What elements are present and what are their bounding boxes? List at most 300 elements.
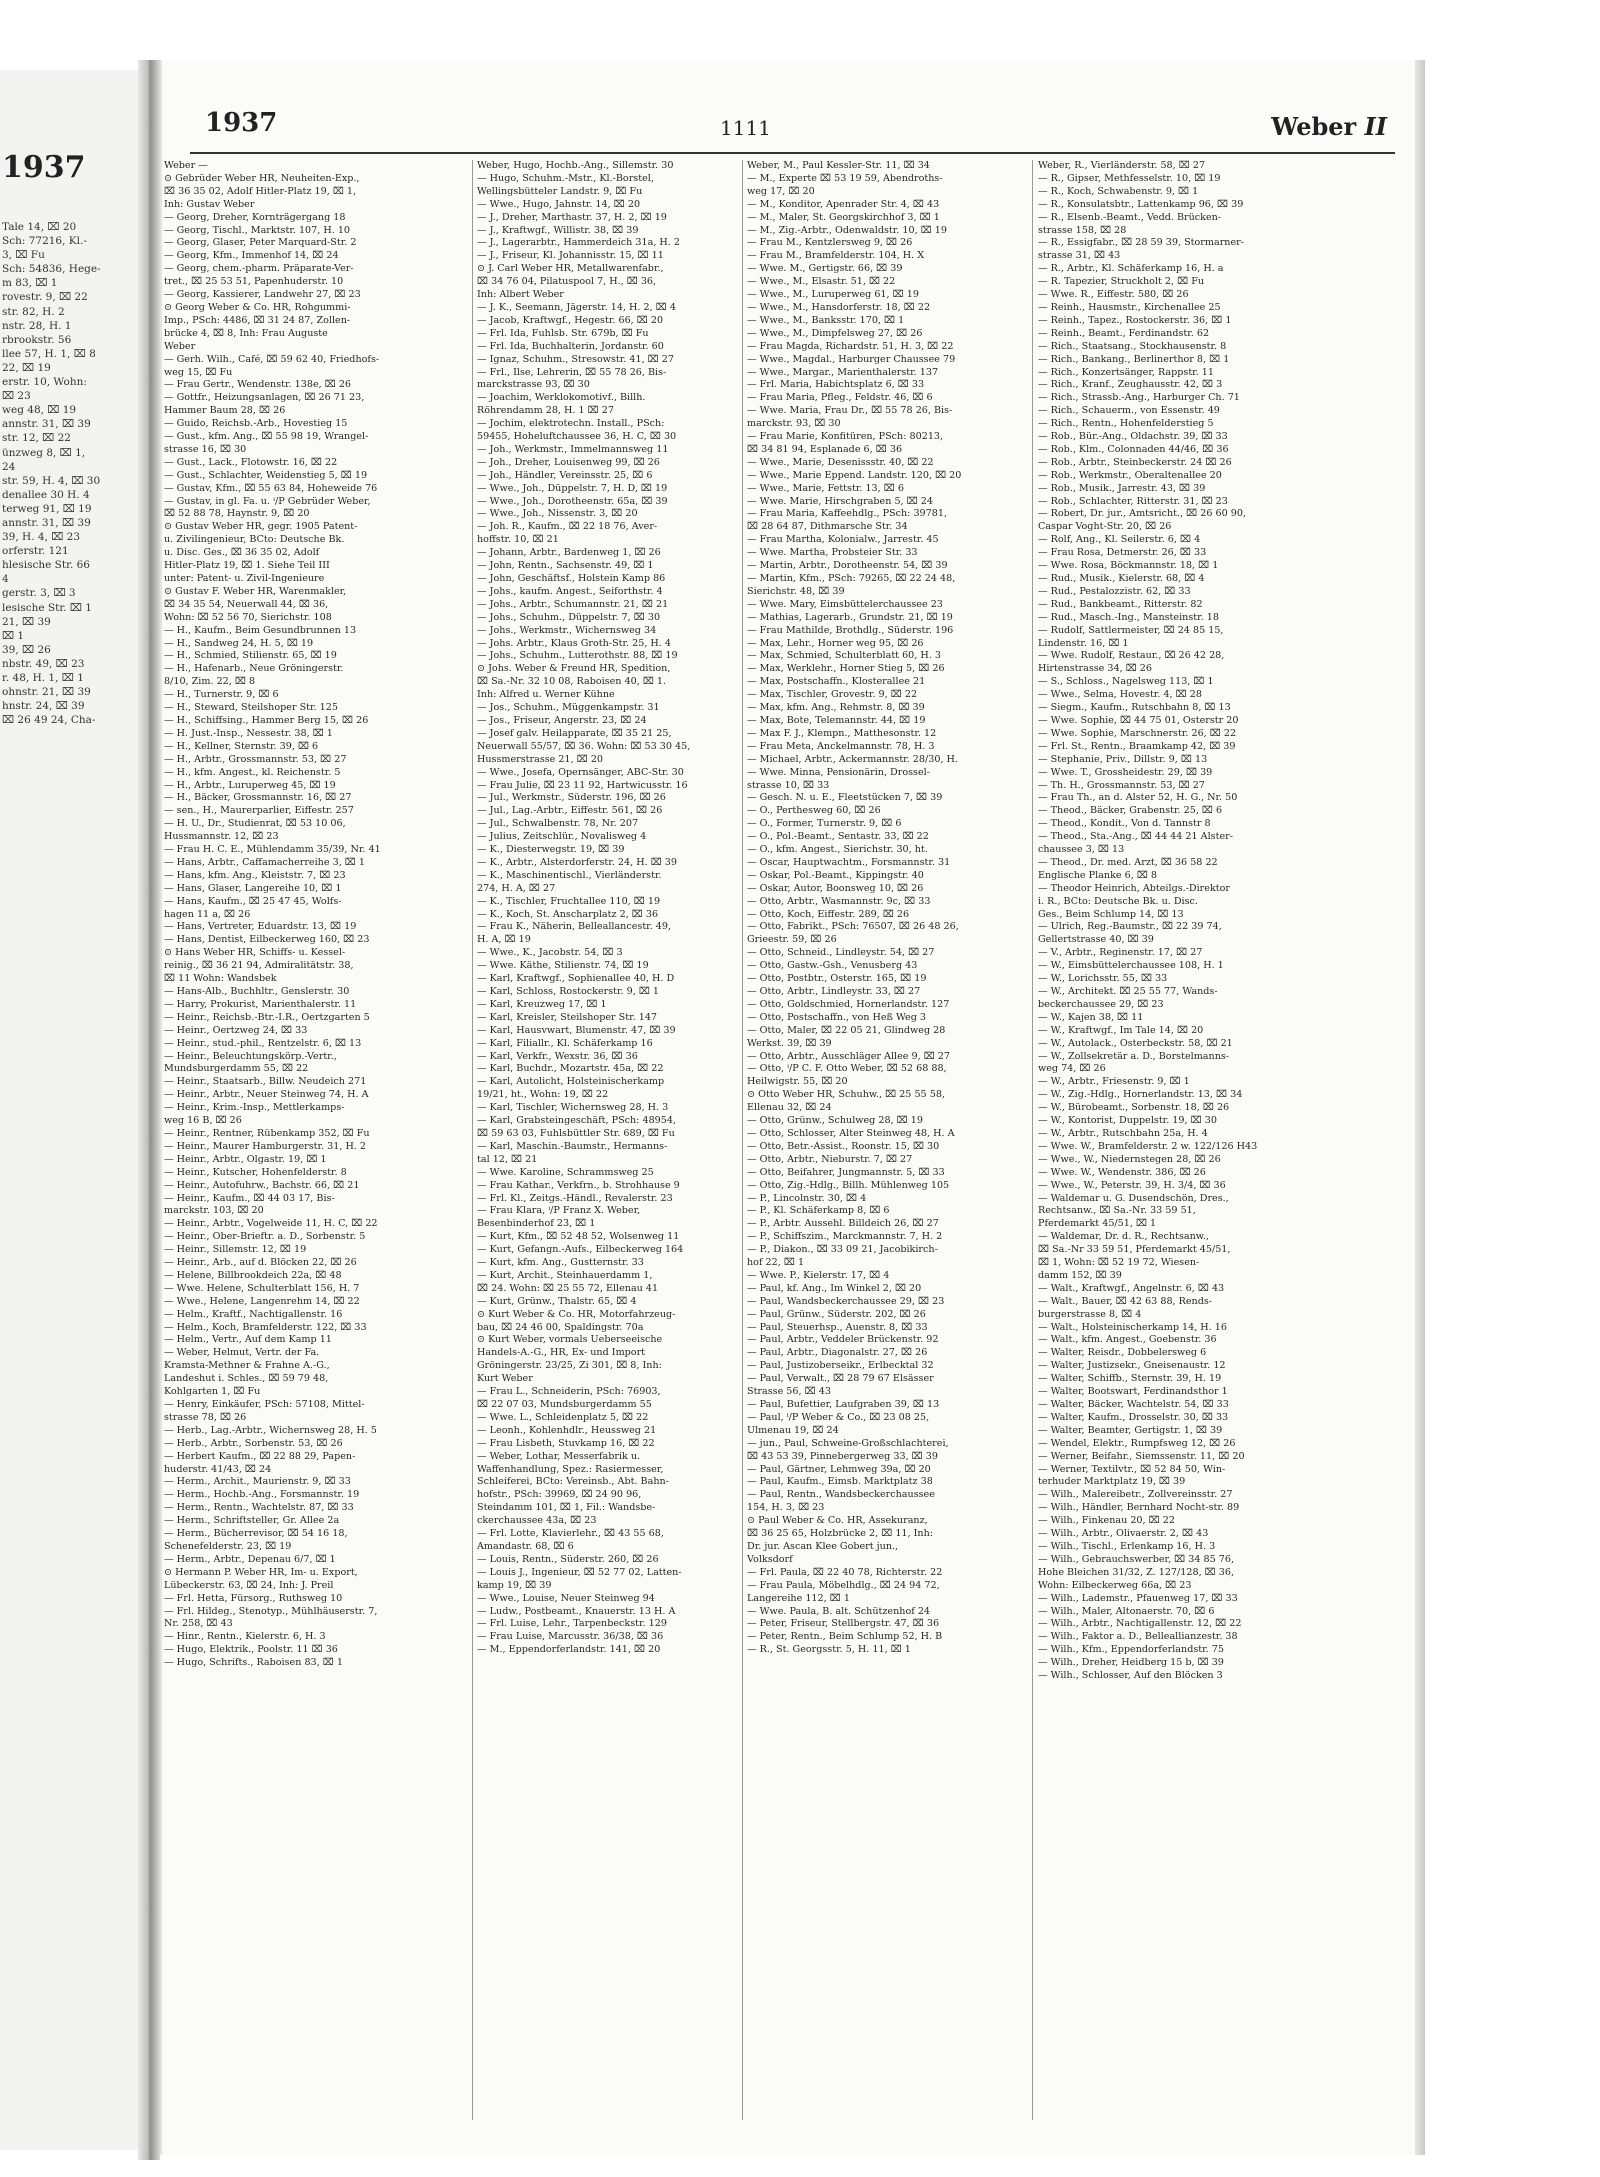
directory-entry-line: — Heinr., Rentner, Rübenkamp 352, ⌧ Fu [164, 1127, 370, 1139]
directory-entry-line: — Otto, Gastw.-Gsh., Venusberg 43 [747, 960, 918, 972]
directory-entry-line: Werkst. 39, ⌧ 39 [747, 1037, 832, 1049]
directory-entry-line: — R., Konsulatsbtr., Lattenkamp 96, ⌧ 39 [1038, 198, 1244, 210]
directory-entry-line: — Kurt, Grünw., Thalstr. 65, ⌧ 4 [477, 1295, 637, 1307]
directory-entry-line: — Wilh., Finkenau 20, ⌧ 22 [1038, 1515, 1175, 1527]
directory-entry-line: — M., Experte ⌧ 53 19 59, Abendroths- [747, 172, 943, 184]
left-page-line: 22, ⌧ 19 [2, 361, 51, 374]
directory-entry-line: — Peter, Friseur, Stellbergstr. 47, ⌧ 36 [747, 1618, 940, 1630]
directory-entry-line: — Th. H., Grossmannstr. 53, ⌧ 27 [1038, 779, 1205, 791]
directory-entry-line: — Frau Th., an d. Alster 52, H. G., Nr. 50 [1038, 792, 1238, 804]
directory-entry-line: — Frau Rosa, Detmerstr. 26, ⌧ 33 [1038, 547, 1207, 559]
directory-entry-line: — O., Pol.-Beamt., Sentastr. 33, ⌧ 22 [747, 831, 929, 843]
directory-entry-line: — Rich., Strassb.-Ang., Harburger Ch. 71 [1038, 392, 1240, 404]
directory-entry-line: — P., Kl. Schäferkamp 8, ⌧ 6 [747, 1205, 890, 1217]
directory-entry-line: — Reinh., Hausmstr., Kirchenallee 25 [1038, 301, 1221, 313]
directory-entry-line: — Paul, kf. Ang., Im Winkel 2, ⌧ 20 [747, 1282, 922, 1294]
directory-entry-line: — Paul, Gärtner, Lehmweg 39a, ⌧ 20 [747, 1463, 931, 1475]
directory-entry-line: — Paul, Kaufm., Eimsb. Marktplatz 38 [747, 1476, 933, 1488]
directory-entry-line: — Rudolf, Sattlermeister, ⌧ 24 85 15, [1038, 624, 1224, 636]
directory-entry-line: — Wwe. Rudolf, Restaur., ⌧ 26 42 28, [1038, 650, 1225, 662]
directory-entry-line: ⊙ Otto Weber HR, Schuhw., ⌧ 25 55 58, [747, 1089, 945, 1101]
directory-entry-line: Landeshut i. Schles., ⌧ 59 79 48, [164, 1373, 329, 1385]
directory-entry-line: Schleiferei, BCto: Vereinsb., Abt. Bahn- [477, 1476, 669, 1488]
left-page-fragment [0, 70, 150, 2150]
directory-entry-line: — Karl, Tischler, Wichernsweg 28, H. 3 [477, 1102, 669, 1114]
directory-column-1 [164, 160, 426, 1670]
directory-entry-line: Hitler-Platz 19, ⌧ 1. Siehe Teil III [164, 560, 330, 572]
directory-entry-line: — Gottfr., Heizungsanlagen, ⌧ 26 71 23, [164, 392, 365, 404]
directory-entry-line: — Robert, Dr. jur., Amtsricht., ⌧ 26 60 90, [1038, 508, 1247, 520]
directory-entry-line: — Leonh., Kohlenhdlr., Heussweg 21 [477, 1424, 657, 1436]
directory-entry-line: — Otto, Schneid., Lindleystr. 54, ⌧ 27 [747, 947, 935, 959]
directory-entry-line: Hussmerstrasse 21, ⌧ 20 [477, 753, 604, 765]
left-page-line: hnstr. 24, ⌧ 39 [2, 700, 85, 713]
left-page-line: ⌧ 26 49 24, Cha- [2, 714, 96, 727]
directory-entry-line: — Paul, Verwalt., ⌧ 28 79 67 Elsässer [747, 1373, 934, 1385]
directory-entry-line: — Walt., Holsteinischerkamp 14, H. 16 [1038, 1321, 1227, 1333]
left-page-line: r. 48, H. 1, ⌧ 1 [2, 672, 84, 684]
directory-entry-line: — Karl, Filiallr., Kl. Schäferkamp 16 [477, 1037, 653, 1049]
page-1111 [160, 60, 1415, 2155]
directory-entry-line: — Herb., Arbtr., Sorbenstr. 53, ⌧ 26 [164, 1437, 343, 1449]
directory-entry-line: — S., Schloss., Nagelsweg 113, ⌧ 1 [1038, 676, 1214, 688]
directory-entry-line: — Helm., Koch, Bramfelderstr. 122, ⌧ 33 [164, 1321, 367, 1333]
directory-entry-line: — Johs., Arbtr., Schumannstr. 21, ⌧ 21 [477, 598, 669, 610]
directory-entry-line: tal 12, ⌧ 21 [477, 1153, 538, 1165]
directory-entry-line: — Wwe., K., Jacobstr. 54, ⌧ 3 [477, 947, 623, 959]
directory-entry-line: — Joh., Werkmstr., Immelmannsweg 11 [477, 443, 669, 455]
left-page-line: Sch: 77216, Kl.- [2, 235, 87, 248]
directory-entry-line: — Frl. Lotte, Klavierlehr., ⌧ 43 55 68, [477, 1528, 664, 1540]
directory-entry-line: — Karl, Kreisler, Steilshoper Str. 147 [477, 1011, 658, 1023]
directory-entry-line: — Gust., Lack., Flotowstr. 16, ⌧ 22 [164, 456, 338, 468]
directory-entry-line: — H., Bäcker, Grossmannstr. 16, ⌧ 27 [164, 792, 352, 804]
directory-entry-line: — Walter, Beamter, Gertigstr. 1, ⌧ 39 [1038, 1424, 1223, 1436]
directory-entry-line: — Heinr., Kaufm., ⌧ 44 03 17, Bis- [164, 1192, 335, 1204]
directory-entry-line: — sen., H., Maurerparlier, Eiffestr. 257 [164, 805, 354, 817]
directory-entry-line: Inh: Gustav Weber [164, 198, 255, 210]
directory-entry-line: — Frau Lisbeth, Stuvkamp 16, ⌧ 22 [477, 1437, 655, 1449]
directory-entry-line: — Walter, Justizsekr., Gneisenaustr. 12 [1038, 1360, 1226, 1372]
directory-entry-line: — Heinr., Arbtr., Vogelweide 11, H. C, ⌧ 22 [164, 1218, 378, 1230]
directory-entry-line: — Weber, Helmut, Vertr. der Fa. [164, 1347, 320, 1359]
directory-entry-line: — Wilh., Maler, Altonaerstr. 70, ⌧ 6 [1038, 1605, 1215, 1617]
directory-entry-line: — Paul, Bufettier, Laufgraben 39, ⌧ 13 [747, 1399, 940, 1410]
directory-entry-line: — Rud., Masch.-Ing., Mansteinstr. 18 [1038, 611, 1219, 623]
directory-entry-line: ⊙ Hermann P. Weber HR, Im- u. Export, [164, 1566, 358, 1578]
directory-entry-line: — Rich., Rentn., Hohenfelderstieg 5 [1038, 418, 1214, 430]
directory-entry-line: — Frl. Paula, ⌧ 22 40 78, Richterstr. 22 [747, 1566, 943, 1578]
directory-entry-line: — Wwe., Marie Eppend. Landstr. 120, ⌧ 20 [747, 469, 962, 481]
directory-entry-line: terhuder Marktplatz 19, ⌧ 39 [1038, 1476, 1186, 1488]
directory-entry-line: — Frl. Hildeg., Stenotyp., Mühlhäuserstr. 7, [164, 1605, 378, 1617]
directory-entry-line: Weber — [164, 160, 208, 171]
directory-entry-line: ⌧ 36 35 02, Adolf Hitler-Platz 19, ⌧ 1, [164, 185, 357, 197]
left-page-entries [2, 220, 147, 727]
directory-entry-line: — Waldemar, Dr. d. R., Rechtsanw., [1038, 1231, 1209, 1243]
directory-entry-line: strasse 78, ⌧ 26 [164, 1411, 247, 1423]
left-page-line: ohnstr. 21, ⌧ 39 [2, 686, 91, 699]
directory-entry-line: — Rich., Kranf., Zeughausstr. 42, ⌧ 3 [1038, 379, 1223, 391]
directory-entry-line: — H., Schmied, Stilienstr. 65, ⌧ 19 [164, 650, 337, 662]
directory-entry-line: — H., Steward, Steilshoper Str. 125 [164, 702, 338, 714]
directory-entry-line: — Heinr., Reichsb.-Btr.-I.R., Oertzgarten 5 [164, 1011, 370, 1023]
directory-entry-line: Lindenstr. 16, ⌧ 1 [1038, 637, 1129, 649]
directory-entry-line: ⌧ 34 35 54, Neuerwall 44, ⌧ 36, [164, 598, 329, 610]
left-page-line: Sch: 54836, Hege- [2, 263, 101, 276]
directory-entry-line: — P., Schiffszim., Marckmannstr. 7, H. 2 [747, 1231, 943, 1243]
directory-entry-line: — Georg, Dreher, Kornträgergang 18 [164, 211, 346, 223]
directory-entry-line: — Wwe. Mary, Eimsbüttelerchaussee 23 [747, 598, 943, 610]
directory-entry-line: — Paul, Steuerhsp., Auenstr. 8, ⌧ 33 [747, 1321, 928, 1333]
directory-entry-line: — W., Zollsekretär a. D., Borstelmanns- [1038, 1050, 1230, 1062]
directory-entry-line: — Wilh., Arbtr., Olivaerstr. 2, ⌧ 43 [1038, 1528, 1209, 1540]
directory-entry-line: weg 15, ⌧ Fu [164, 366, 233, 378]
directory-entry-line: — Walter, Schiffb., Sternstr. 39, H. 19 [1038, 1373, 1222, 1385]
directory-entry-line: — Wwe., Selma, Hovestr. 4, ⌧ 28 [1038, 689, 1202, 701]
directory-entry-line: — Georg, chem.-pharm. Präparate-Ver- [164, 263, 354, 275]
directory-entry-line: — Hans, Arbtr., Caffamacherreihe 3, ⌧ 1 [164, 856, 365, 868]
directory-entry-line: — Gesch. N. u. E., Fleetstücken 7, ⌧ 39 [747, 792, 943, 804]
directory-entry-line: Weber [164, 340, 196, 352]
directory-entry-line: — Otto, Fabrikt., PSch: 76507, ⌧ 26 48 26, [747, 921, 959, 933]
directory-entry-line: — Rich., Schauerm., von Essenstr. 49 [1038, 405, 1220, 417]
directory-entry-line: — Wilh., Dreher, Heidberg 15 b, ⌧ 39 [1038, 1657, 1224, 1669]
directory-entry-line: — Hinr., Rentn., Kielerstr. 6, H. 3 [164, 1631, 326, 1643]
directory-entry-line: — Frau Mathilde, Brothdlg., Süderstr. 196 [747, 624, 954, 636]
left-page-line: str. 82, H. 2 [2, 305, 65, 318]
directory-entry-line: Strasse 56, ⌧ 43 [747, 1386, 831, 1398]
directory-entry-line: — Rob., Bür.-Ang., Oldachstr. 39, ⌧ 33 [1038, 431, 1228, 443]
directory-entry-line: — Wwe. Rosa, Böckmannstr. 18, ⌧ 1 [1038, 560, 1219, 572]
directory-entry-line: — W., Architekt. ⌧ 25 55 77, Wands- [1038, 986, 1218, 997]
directory-entry-line: hof 22, ⌧ 1 [747, 1257, 805, 1269]
directory-entry-line: — Karl, Schloss, Rostockerstr. 9, ⌧ 1 [477, 986, 660, 997]
directory-entry-line: — K., Arbtr., Alsterdorferstr. 24, H. ⌧ 39 [477, 856, 678, 868]
directory-entry-line: — Ulrich, Reg.-Baumstr., ⌧ 22 39 74, [1038, 921, 1222, 933]
directory-entry-line: — H. U., Dr., Studienrat, ⌧ 53 10 06, [164, 818, 346, 830]
directory-entry-line: — Max, Lehr., Horner weg 95, ⌧ 26 [747, 637, 924, 649]
directory-entry-line: — Heinr., Oertzweg 24, ⌧ 33 [164, 1024, 308, 1036]
directory-entry-line: — Werner, Textilvtr., ⌧ 52 84 50, Win- [1038, 1463, 1226, 1475]
directory-entry-line: — Reinh., Beamt., Ferdinandstr. 62 [1038, 327, 1210, 339]
directory-entry-line: — Jos., Friseur, Angerstr. 23, ⌧ 24 [477, 714, 647, 726]
directory-entry-line: — Rob., Schlachter, Ritterstr. 31, ⌧ 23 [1038, 495, 1228, 507]
directory-entry-line: — Hans, kfm. Ang., Kleiststr. 7, ⌧ 23 [164, 869, 346, 881]
page-running-head [1271, 112, 1387, 141]
directory-entry-line: ⊙ Kurt Weber, vormals Ueberseeische [477, 1334, 663, 1346]
directory-entry-line: Ulmenau 19, ⌧ 24 [747, 1424, 839, 1436]
column-divider [1032, 160, 1033, 2120]
directory-entry-line: — Rich., Bankang., Berlinerthor 8, ⌧ 1 [1038, 353, 1230, 365]
directory-entry-line: — Wwe., Marie, Fettstr. 13, ⌧ 6 [747, 482, 904, 494]
directory-entry-line: ⌧ 28 64 87, Dithmarsche Str. 34 [747, 521, 908, 533]
directory-entry-line: — Otto, Zig.-Hdlg., Billh. Mühlenweg 105 [747, 1179, 950, 1191]
directory-entry-line: — Rud., Bankbeamt., Ritterstr. 82 [1038, 598, 1203, 610]
directory-entry-line: — Rob., Werkmstr., Oberaltenallee 20 [1038, 469, 1222, 481]
directory-entry-line: — Herm., Arbtr., Depenau 6/7, ⌧ 1 [164, 1553, 336, 1565]
directory-entry-line: i. R., BCto: Deutsche Bk. u. Disc. [1038, 895, 1198, 907]
directory-entry-line: — Rud., Musik., Kielerstr. 68, ⌧ 4 [1038, 573, 1205, 584]
directory-entry-line: — Otto, Arbtr., Ausschläger Allee 9, ⌧ 27 [747, 1050, 951, 1062]
directory-entry-line: Inh: Alfred u. Werner Kühne [477, 689, 615, 701]
directory-entry-line: — Otto, Beifahrer, Jungmannstr. 5, ⌧ 33 [747, 1166, 945, 1178]
directory-entry-line: — Herm., Rentn., Wachtelstr. 87, ⌧ 33 [164, 1502, 354, 1514]
directory-entry-line: — Georg, Kfm., Immenhof 14, ⌧ 24 [164, 250, 339, 262]
directory-entry-line: — Frau Julie, ⌧ 23 11 92, Hartwicusstr. 16 [477, 779, 688, 791]
directory-entry-line: Hohe Bleichen 31/32, Z. 127/128, ⌧ 36, [1038, 1566, 1235, 1578]
directory-entry-line: kamp 19, ⌧ 39 [477, 1579, 552, 1591]
directory-entry-line: — Wwe. Maria, Frau Dr., ⌧ 55 78 26, Bis- [747, 405, 953, 417]
directory-entry-line: — Joh. R., Kaufm., ⌧ 22 18 76, Aver- [477, 521, 658, 533]
directory-entry-line: Kramsta-Methner & Frahne A.-G., [164, 1360, 330, 1372]
directory-entry-line: Gellertstrasse 40, ⌧ 39 [1038, 934, 1154, 946]
directory-entry-line: Wohn: Eilbeckerweg 66a, ⌧ 23 [1038, 1579, 1192, 1591]
directory-entry-line: — Otto, Maler, ⌧ 22 05 21, Glindweg 28 [747, 1024, 946, 1036]
directory-entry-line: Sierichstr. 48, ⌧ 39 [747, 585, 845, 597]
directory-entry-line: Schenefelderstr. 23, ⌧ 19 [164, 1540, 292, 1552]
directory-entry-line: — Wwe., Marie, Desenissstr. 40, ⌧ 22 [747, 456, 934, 468]
directory-entry-line: ⊙ Paul Weber & Co. HR, Assekuranz, [747, 1515, 928, 1527]
directory-entry-line: ⊙ J. Carl Weber HR, Metallwarenfabr., [477, 263, 664, 275]
directory-entry-line: — Mathias, Lagerarb., Grundstr. 21, ⌧ 19 [747, 611, 953, 623]
directory-entry-line: Mundsburgerdamm 55, ⌧ 22 [164, 1063, 309, 1075]
directory-entry-line: — Otto, Schlosser, Alter Steinweg 48, H. A [747, 1127, 955, 1139]
directory-entry-line: — Herbert Kaufm., ⌧ 22 88 29, Papen- [164, 1450, 356, 1462]
directory-entry-line: — Rolf, Ang., Kl. Seilerstr. 6, ⌧ 4 [1038, 534, 1201, 546]
directory-entry-line: — Jochim, elektrotechn. Install., PSch: [477, 418, 665, 430]
directory-entry-line: — Otto, Goldschmied, Hornerlandstr. 127 [747, 998, 950, 1010]
directory-entry-line: — W., Kraftwgf., Im Tale 14, ⌧ 20 [1038, 1024, 1204, 1036]
directory-entry-line: — Theod., Kondit., Von d. Tannstr 8 [1038, 818, 1211, 830]
directory-entry-line: — M., Eppendorferlandstr. 141, ⌧ 20 [477, 1644, 661, 1656]
directory-entry-line: ⌧ Sa.-Nr 33 59 51, Pferdemarkt 45/51, [1038, 1244, 1231, 1256]
directory-entry-line: — Peter, Rentn., Beim Schlump 52, H. B [747, 1631, 943, 1643]
directory-entry-line: — H., Kellner, Sternstr. 39, ⌧ 6 [164, 740, 319, 752]
directory-entry-line: Waffenhandlung, Spez.: Rasiermesser, [477, 1463, 664, 1475]
directory-entry-line: 8/10, Zim. 22, ⌧ 8 [164, 676, 256, 688]
directory-entry-line: Inh: Albert Weber [477, 289, 564, 301]
directory-entry-line: ⌧ 34 81 94, Esplanade 6, ⌧ 36 [747, 443, 903, 455]
directory-entry-line: — Heinr., Staatsarb., Billw. Neudeich 271 [164, 1076, 367, 1088]
directory-entry-line: — Georg, Glaser, Peter Marquard-Str. 2 [164, 237, 357, 249]
directory-entry-line: weg 74, ⌧ 26 [1038, 1063, 1106, 1075]
directory-entry-line: — Frau Kathar., Verkfrn., b. Strohhause 9 [477, 1179, 680, 1191]
directory-entry-line: — Max F. J., Klempn., Matthesonstr. 12 [747, 727, 937, 739]
directory-entry-line: — Harry, Prokurist, Marienthalerstr. 11 [164, 998, 357, 1010]
directory-entry-line: — W., Kajen 38, ⌧ 11 [1038, 1011, 1144, 1023]
directory-entry-line: — Weber, Lothar, Messerfabrik u. [477, 1450, 641, 1462]
directory-entry-line: — Heinr., Krim.-Insp., Mettlerkamps- [164, 1102, 345, 1114]
directory-entry-line: — Karl, Hausvwart, Blumenstr. 47, ⌧ 39 [477, 1024, 676, 1036]
directory-entry-line: — R., Gipser, Methfesselstr. 10, ⌧ 19 [1038, 172, 1221, 184]
left-page-line: m 83, ⌧ 1 [2, 277, 58, 290]
directory-entry-line: — Wwe. Martha, Probsteier Str. 33 [747, 547, 918, 559]
directory-entry-line: — Wilh., Händler, Bernhard Nocht-str. 89 [1038, 1502, 1240, 1514]
directory-entry-line: — Wilh., Lademstr., Pfauenweg 17, ⌧ 33 [1038, 1592, 1238, 1604]
directory-entry-line: — Rud., Pestalozzistr. 62, ⌧ 33 [1038, 585, 1191, 597]
directory-entry-line: — Gust., Schlachter, Weidenstieg 5, ⌧ 19 [164, 469, 368, 481]
directory-entry-line: — W., Bürobeamt., Sorbenstr. 18, ⌧ 26 [1038, 1102, 1230, 1114]
directory-entry-line: — Herb., Lag.-Arbtr., Wichernsweg 28, H. 5 [164, 1424, 377, 1436]
directory-entry-line: — Max, Postschaffn., Klosterallee 21 [747, 676, 926, 688]
directory-entry-line: Caspar Voght-Str. 20, ⌧ 26 [1038, 521, 1172, 533]
directory-entry-line: — H., Kaufm., Beim Gesundbrunnen 13 [164, 624, 357, 636]
directory-entry-line: — Hugo, Schrifts., Raboisen 83, ⌧ 1 [164, 1657, 343, 1669]
directory-entry-line: — Wwe., Josefa, Opernsänger, ABC-Str. 30 [477, 766, 684, 778]
directory-entry-line: — Helm., Vertr., Auf dem Kamp 11 [164, 1334, 332, 1346]
directory-entry-line: Wohn: ⌧ 52 56 70, Sierichstr. 108 [164, 611, 332, 623]
directory-entry-line: — Hans, Kaufm., ⌧ 25 47 45, Wolfs- [164, 895, 342, 907]
directory-entry-line: ⊙ Hans Weber HR, Schiffs- u. Kessel- [164, 947, 346, 959]
directory-entry-line: — H., Arbtr., Grossmannstr. 53, ⌧ 27 [164, 753, 347, 765]
directory-entry-line: — Wwe., M., Luruperweg 61, ⌧ 19 [747, 289, 919, 301]
directory-entry-line: — Rob., Klm., Colonnaden 44/46, ⌧ 36 [1038, 443, 1229, 455]
directory-entry-line: — Wwe. Karoline, Schrammsweg 25 [477, 1166, 654, 1178]
directory-entry-line: — Siegm., Kaufm., Rutschbahn 8, ⌧ 13 [1038, 702, 1231, 714]
directory-entry-line: — Karl, Kraftwgf., Sophienallee 40, H. D [477, 973, 675, 985]
directory-entry-line: — Theod., Bäcker, Grabenstr. 25, ⌧ 6 [1038, 805, 1223, 817]
directory-entry-line: — Karl, Autolicht, Holsteinischerkamp [477, 1076, 665, 1088]
directory-entry-line: Ellenau 32, ⌧ 24 [747, 1102, 832, 1114]
directory-entry-line: 154, H. 3, ⌧ 23 [747, 1502, 825, 1514]
directory-entry-line: — M., Konditor, Apenrader Str. 4, ⌧ 43 [747, 198, 940, 210]
directory-entry-line: — Karl, Buchdr., Mozartstr. 45a, ⌧ 22 [477, 1063, 664, 1075]
directory-entry-line: — Heinr., Beleuchtungskörp.-Vertr., [164, 1050, 337, 1062]
directory-entry-line: — Frau L., Schneiderin, PSch: 76903, [477, 1386, 661, 1398]
directory-entry-line: — Oscar, Hauptwachtm., Forsmannstr. 31 [747, 856, 951, 868]
directory-entry-line: — Rich., Konzertsänger, Rappstr. 11 [1038, 366, 1215, 378]
directory-entry-line: — Wwe., Hugo, Jahnstr. 14, ⌧ 20 [477, 198, 641, 210]
directory-entry-line: — Heinr., Sillemstr. 12, ⌧ 19 [164, 1244, 307, 1256]
directory-entry-line: — Paul, Arbtr., Veddeler Brückenstr. 92 [747, 1334, 939, 1346]
directory-entry-line: — Georg, Tischl., Marktstr. 107, H. 10 [164, 224, 351, 236]
directory-entry-line: — Louis J., Ingenieur, ⌧ 52 77 02, Latten- [477, 1566, 682, 1578]
directory-entry-line: — Herm., Schriftsteller, Gr. Allee 2a [164, 1515, 340, 1527]
directory-entry-line: — Jul., Schwalbenstr. 78, Nr. 207 [477, 818, 639, 830]
directory-entry-line: — Heinr., Arbtr., Olgastr. 19, ⌧ 1 [164, 1153, 327, 1165]
directory-entry-line: — Helm., Kraftf., Nachtigallenstr. 16 [164, 1308, 343, 1320]
directory-entry-line: — John, Rentn., Sachsenstr. 49, ⌧ 1 [477, 560, 654, 572]
directory-column-2 [477, 160, 739, 1657]
directory-entry-line: H. A, ⌧ 19 [477, 934, 531, 946]
directory-entry-line: — Wwe., M., Banksstr. 170, ⌧ 1 [747, 314, 905, 326]
directory-entry-line: — R., Elsenb.-Beamt., Vedd. Brücken- [1038, 211, 1222, 223]
directory-entry-line: — R., St. Georgsstr. 5, H. 11, ⌧ 1 [747, 1644, 911, 1656]
directory-entry-line: Gröningerstr. 23/25, Zi 301, ⌧ 8, Inh: [477, 1360, 662, 1372]
directory-entry-line: — jun., Paul, Schweine-Großschlachterei, [747, 1437, 949, 1449]
directory-entry-line: — M., Maler, St. Georgskirchhof 3, ⌧ 1 [747, 211, 940, 223]
directory-entry-line: ⊙ Gebrüder Weber HR, Neuheiten-Exp., [164, 172, 360, 184]
left-page-year: 1937 [2, 150, 86, 185]
directory-entry-line: — Otto, Arbtr., Nieburstr. 7, ⌧ 27 [747, 1153, 913, 1165]
directory-entry-line: — Wendel, Elektr., Rumpfsweg 12, ⌧ 26 [1038, 1437, 1236, 1449]
directory-entry-line: strasse 10, ⌧ 33 [747, 779, 830, 791]
directory-entry-line: — O., Perthesweg 60, ⌧ 26 [747, 805, 881, 817]
directory-entry-line: — Wwe. P., Kielerstr. 17, ⌧ 4 [747, 1269, 890, 1281]
directory-entry-line: — H., kfm. Angest., kl. Reichenstr. 5 [164, 766, 341, 778]
left-page-line: 39, H. 4, ⌧ 23 [2, 531, 81, 544]
directory-entry-line: burgerstrasse 8, ⌧ 4 [1038, 1308, 1142, 1320]
directory-entry-line: Ges., Beim Schlump 14, ⌧ 13 [1038, 908, 1184, 920]
directory-entry-line: — Wwe. M., Gertigstr. 66, ⌧ 39 [747, 263, 903, 275]
directory-entry-line: — Hans, Glaser, Langereihe 10, ⌧ 1 [164, 882, 342, 894]
directory-entry-line: — Theodor Heinrich, Abteilgs.-Direktor [1038, 882, 1230, 894]
directory-entry-line: — Oskar, Pol.-Beamt., Kippingstr. 40 [747, 869, 924, 881]
left-page-line: hlesische Str. 66 [2, 559, 90, 572]
directory-entry-line: — Heinr., Arbtr., Neuer Steinweg 74, H. A [164, 1089, 369, 1101]
directory-entry-line: ⌧ 52 88 78, Haynstr. 9, ⌧ 20 [164, 508, 310, 520]
directory-entry-line: — H., Sandweg 24, H. 5, ⌧ 19 [164, 637, 314, 649]
directory-entry-line: — Paul, ⁱ/P Weber & Co., ⌧ 23 08 25, [747, 1411, 930, 1423]
directory-entry-line: — Rich., Staatsang., Stockhausenstr. 8 [1038, 340, 1227, 352]
directory-entry-line: Volksdorf [747, 1553, 793, 1565]
directory-entry-line: — Wilh., Tischl., Erlenkamp 16, H. 3 [1038, 1540, 1216, 1552]
directory-entry-line: Kohlgarten 1, ⌧ Fu [164, 1386, 261, 1398]
directory-entry-line: — Louis, Rentn., Süderstr. 260, ⌧ 26 [477, 1553, 659, 1565]
left-page-line: annstr. 31, ⌧ 39 [2, 418, 91, 431]
directory-entry-line: marckstr. 103, ⌧ 20 [164, 1205, 264, 1217]
directory-entry-line: hofstr., PSch: 39969, ⌧ 24 90 96, [477, 1489, 642, 1501]
directory-entry-line: beckerchaussee 29, ⌧ 23 [1038, 998, 1164, 1010]
directory-entry-line: — Karl, Kreuzweg 17, ⌧ 1 [477, 998, 607, 1010]
directory-entry-line: — Hans, Vertreter, Eduardstr. 13, ⌧ 19 [164, 921, 357, 933]
directory-entry-line: Rechtsanw., ⌧ Sa.-Nr. 33 59 51, [1038, 1205, 1196, 1217]
directory-entry-line: 19/21, ht., Wohn: 19, ⌧ 22 [477, 1089, 609, 1101]
directory-entry-line: ⊙ Gustav F. Weber HR, Warenmakler, [164, 585, 347, 597]
directory-entry-line: — J., Kraftwgf., Willistr. 38, ⌧ 39 [477, 224, 639, 236]
directory-entry-line: — K., Koch, St. Anscharplatz 2, ⌧ 36 [477, 908, 659, 920]
directory-entry-line: ⌧ 34 76 04, Pilatuspool 7, H., ⌧ 36, [477, 276, 657, 288]
directory-entry-line: — Wilh., Kfm., Eppendorferlandstr. 75 [1038, 1644, 1224, 1656]
directory-entry-line: strasse 31, ⌧ 43 [1038, 250, 1121, 262]
left-page-line: erstr. 10, Wohn: [2, 376, 87, 389]
directory-entry-line: — Frau Meta, Anckelmannstr. 78, H. 3 [747, 740, 935, 752]
directory-entry-line: — R., Koch, Schwabenstr. 9, ⌧ 1 [1038, 185, 1199, 197]
directory-entry-line: ⌧ 22 07 03, Mundsburgerdamm 55 [477, 1399, 652, 1410]
directory-entry-line: ⌧ 59 63 03, Fuhlsbüttler Str. 689, ⌧ Fu [477, 1127, 675, 1139]
directory-entry-line: — Wwe. Paula, B. alt. Schützenhof 24 [747, 1605, 931, 1617]
directory-entry-line: — Otto, ⁱ/P C. F. Otto Weber, ⌧ 52 68 88, [747, 1063, 947, 1075]
directory-entry-line: — Karl, Verkfr., Wexstr. 36, ⌧ 36 [477, 1050, 638, 1062]
page-number: 1111 [720, 116, 771, 140]
directory-entry-line: — Wwe., Margar., Marienthalerstr. 137 [747, 366, 939, 378]
directory-entry-line: — Heinr., stud.-phil., Rentzelstr. 6, ⌧ 13 [164, 1037, 362, 1049]
directory-entry-line: — Frl. Ida, Fuhlsb. Str. 679b, ⌧ Fu [477, 327, 649, 339]
directory-entry-line: — Josef galv. Heilapparate, ⌧ 35 21 25, [477, 727, 672, 739]
directory-entry-line: weg 16 B, ⌧ 26 [164, 1115, 242, 1127]
directory-entry-line: — Otto, Grünw., Schulweg 28, ⌧ 19 [747, 1115, 923, 1127]
directory-entry-line: — Frau Martha, Kolonialw., Jarrestr. 45 [747, 534, 939, 546]
directory-entry-line: — Heinr., Maurer Hamburgerstr. 31, H. 2 [164, 1140, 367, 1152]
directory-entry-line: — Wwe. T., Grossheidestr. 29, ⌧ 39 [1038, 766, 1213, 778]
directory-entry-line: — Waldemar u. G. Dusendschön, Dres., [1038, 1192, 1229, 1204]
directory-entry-line: — Wilh., Gebrauchswerber, ⌧ 34 85 76, [1038, 1553, 1235, 1565]
directory-entry-line: hagen 11 a, ⌧ 26 [164, 908, 251, 920]
directory-entry-line: — Hans-Alb., Buchhltr., Genslerstr. 30 [164, 986, 350, 997]
directory-entry-line: ⊙ Gustav Weber HR, gegr. 1905 Patent- [164, 521, 358, 533]
directory-entry-line: — Wwe., W., Peterstr. 39, H. 3/4, ⌧ 36 [1038, 1179, 1226, 1191]
directory-entry-line: u. Disc. Ges., ⌧ 36 35 02, Adolf [164, 547, 320, 559]
directory-entry-line: Weber, Hugo, Hochb.-Ang., Sillemstr. 30 [477, 160, 674, 171]
directory-entry-line: — Walter, Bäcker, Wachtelstr. 54, ⌧ 33 [1038, 1399, 1229, 1410]
directory-entry-line: — R. Tapezier, Struckholt 2, ⌧ Fu [1038, 276, 1205, 288]
directory-entry-line: — Jacob, Kraftwgf., Hegestr. 66, ⌧ 20 [477, 314, 664, 326]
directory-entry-line: — Heinr., Autofuhrw., Bachstr. 66, ⌧ 21 [164, 1179, 360, 1191]
directory-entry-line: ⊙ Kurt Weber & Co. HR, Motorfahrzeug- [477, 1308, 676, 1320]
directory-entry-line: — Johann, Arbtr., Bardenweg 1, ⌧ 26 [477, 547, 661, 559]
directory-entry-line: u. Zivilingenieur, BCto: Deutsche Bk. [164, 534, 345, 546]
